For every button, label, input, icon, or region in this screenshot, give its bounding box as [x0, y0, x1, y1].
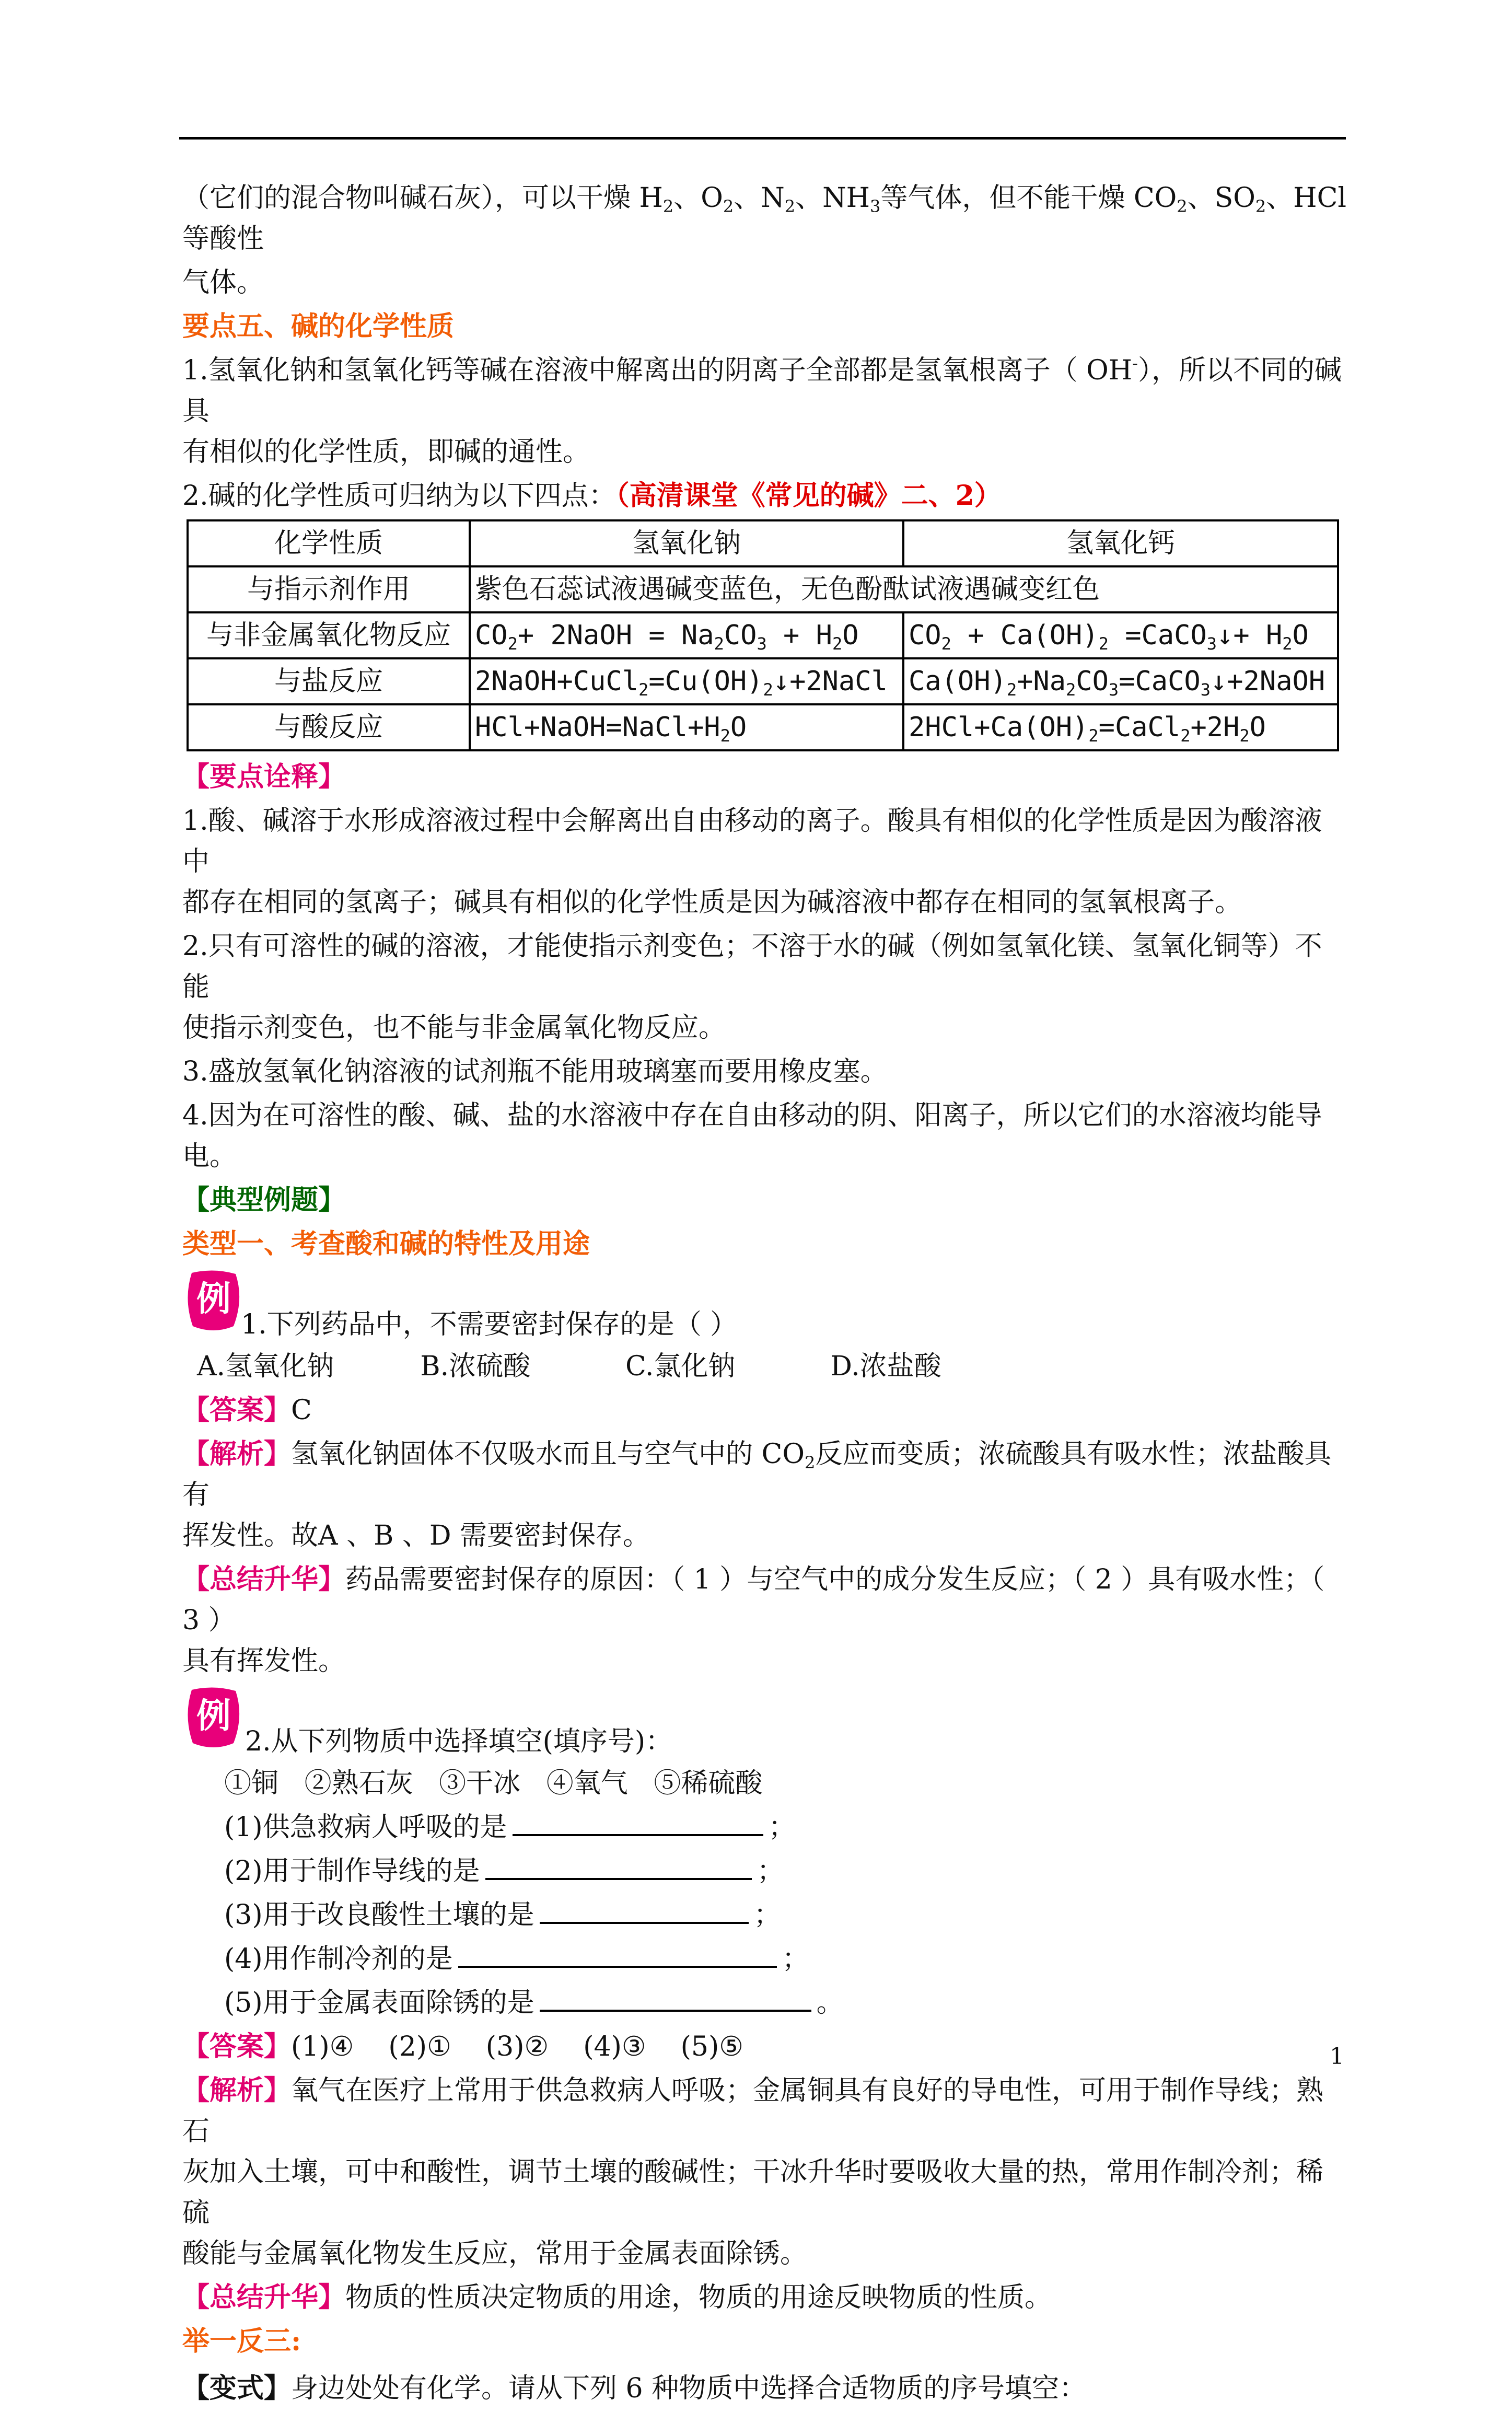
table-row-label: 与非金属氧化物反应 — [188, 612, 470, 658]
table-cell-naoh-equation: $2NaOH+CuCl_2=Cu(OH)_2↓+2NaCl$ — [470, 658, 903, 704]
table-cell-naoh-equation: $HCl+NaOH=NaCl+H_2O$ — [470, 704, 903, 750]
section-5-para-2: 2.碱的化学性质可归纳为以下四点：（高清课堂《常见的碱》二、2） — [182, 480, 1002, 512]
example-2-answer: 【答案】(1)④ (2)① (3)② (4)③ (5)⑤ — [182, 2031, 743, 2062]
example-badge-icon — [182, 1268, 245, 1336]
table-header-cell: 化学性质 — [188, 520, 470, 566]
page-number: 1 — [1330, 2043, 1344, 2070]
table-row-label: 与酸反应 — [188, 704, 470, 750]
answer-blank[interactable] — [485, 1851, 752, 1880]
table-row-label: 与指示剂作用 — [188, 566, 470, 612]
example-2-q5: (5)用于金属表面除锈的是 。 — [224, 1982, 1347, 2023]
example-2-q2: (2)用于制作导线的是 ； — [224, 1851, 1347, 1892]
key-point-4: 4.因为在可溶性的酸、碱、盐的水溶液中存在自由移动的阴、阳离子，所以它们的水溶液均能导电。 — [182, 1100, 1322, 1172]
table-row — [188, 566, 1338, 612]
example-1-question: 例 1.下列药品中，不需要密封保存的是（ ） — [182, 1268, 1347, 1346]
example-2-q3: (3)用于改良酸性土壤的是 ； — [224, 1895, 1347, 1935]
answer-blank[interactable] — [513, 1807, 763, 1836]
type-1-title: 类型一、考查酸和碱的特性及用途 — [182, 1228, 590, 1260]
section-5-title: 要点五、碱的化学性质 — [182, 310, 455, 342]
example-2-summary: 【总结升华】物质的性质决定物质的用途，物质的用途反映物质的性质。 — [182, 2281, 1052, 2313]
key-points-title: 【要点诠释】 — [182, 761, 346, 793]
answer-blank[interactable] — [458, 1939, 777, 1968]
key-point-1: 1.酸、碱溶于水形成溶液过程中会解离出自由移动的离子。酸具有相似的化学性质是因为酸溶液中 都存在相同的氢离子；碱具有相似的化学性质是因为碱溶液中都存在相同的氢氧根离子。 — [182, 805, 1322, 918]
table-cell-caoh2-equation: $CO_2 + Ca(OH)_2$ =CaCO$_3$↓+ $H_2O$ — [903, 612, 1338, 658]
table-row — [188, 704, 1338, 750]
table-cell-caoh2-equation: $Ca(OH)_2+Na_2CO_3=CaCO_3↓+2NaOH$ — [903, 658, 1338, 704]
variant-question: 【变式】身边处处有化学。请从下列 6 种物质中选择合适物质的序号填空： — [182, 2372, 1087, 2404]
example-2-q4: (4)用作制冷剂的是 ； — [224, 1939, 1347, 1979]
table-cell: 紫色石蕊试液遇碱变蓝色，无色酚酞试液遇碱变红色 — [470, 566, 1338, 612]
table-row — [188, 612, 1338, 658]
answer-blank[interactable] — [540, 1895, 749, 1924]
example-1-summary: 【总结升华】药品需要密封保存的原因：（ 1 ）与空气中的成分发生反应；（ 2 ）具有吸水性；（ 3 ） 具有挥发性。 — [182, 1563, 1325, 1677]
header-rule — [179, 137, 1346, 140]
table-cell-caoh2-equation: $2HCl+Ca(OH)_2=CaCl_2+2H_2O$ — [903, 704, 1338, 750]
table-row — [188, 520, 1338, 566]
infer-title: 举一反三: — [182, 2325, 301, 2357]
answer-blank[interactable] — [540, 1982, 811, 2012]
page-content — [182, 178, 1347, 2412]
key-point-2: 2.只有可溶性的碱的溶液，才能使指示剂变色；不溶于水的碱（例如氢氧化镁、氢氧化铜等）不能 使指示剂变色，也不能与非金属氧化物反应。 — [182, 931, 1322, 1043]
hd-class-reference: （高清课堂《常见的碱》二、2） — [615, 480, 1002, 512]
example-1-options: A.氢氧化钠 B.浓硫酸 C.氯化钠 D.浓盐酸 — [197, 1351, 941, 1382]
example-badge-icon — [182, 1685, 245, 1753]
base-properties-table — [187, 519, 1339, 751]
intro-line-1: （它们的混合物叫碱石灰），可以干燥 $H_2$、$O_2$、$N_2$、$NH_3$等气体，但不能干燥 $CO_2$、$SO_2$、HCl 等酸性 — [182, 182, 1347, 254]
table-header-cell: 氢氧化钙 — [903, 520, 1338, 566]
table-cell-naoh-equation: $CO_2+$ 2NaOH = $Na_2CO_3 + H_2O$ — [470, 612, 903, 658]
table-header-cell: 氢氧化钠 — [470, 520, 903, 566]
example-badge-label: 例 — [196, 1696, 231, 1736]
section-5-para-1: 1.氢氧化钠和氢氧化钙等碱在溶液中解离出的阴离子全部都是氢氧根离子（ OH-），所以不同的碱具 有相似的化学性质，即碱的通性。 — [182, 353, 1342, 468]
example-1-answer: 【答案】C — [182, 1394, 312, 1426]
table-row — [188, 658, 1338, 704]
example-2-items: ①铜 ②熟石灰 ③干冰 ④氧气 ⑤稀硫酸 — [224, 1768, 763, 1799]
example-badge-label: 例 — [196, 1279, 231, 1319]
example-2-analysis: 【解析】氧气在医疗上常用于供急救病人呼吸；金属铜具有良好的导电性，可用于制作导线；熟石 灰加入土壤，可中和酸性，调节土壤的酸碱性；干冰升华时要吸收大量的热，常用作制冷剂；稀硫 酸能与金属氧化物发生反应，常用于金属表面除锈。 — [182, 2074, 1324, 2269]
key-point-3: 3.盛放氢氧化钠溶液的试剂瓶不能用玻璃塞而要用橡皮塞。 — [182, 1056, 888, 1087]
example-2-question: 例 2.从下列物质中选择填空(填序号)： — [182, 1685, 1347, 1763]
table-row-label: 与盐反应 — [188, 658, 470, 704]
intro-line-2: 气体。 — [182, 267, 264, 298]
example-1-analysis: 【解析】氢氧化钠固体不仅吸水而且与空气中的 $CO_2$反应而变质；浓硫酸具有吸水性；浓盐酸具有 挥发性。故A 、B 、D 需要密封保存。 — [182, 1438, 1332, 1551]
example-2-q1: (1)供急救病人呼吸的是 ； — [224, 1807, 1347, 1848]
examples-title: 【典型例题】 — [182, 1184, 346, 1216]
